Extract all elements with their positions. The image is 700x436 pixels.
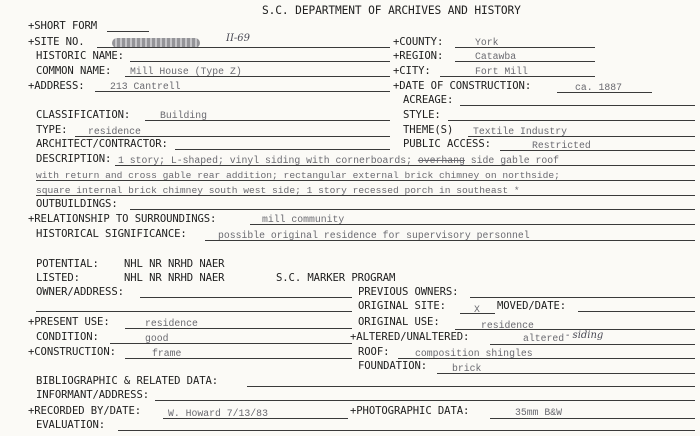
- historical-significance-value: possible original residence for supervisory personnel: [218, 230, 530, 241]
- acreage-line: [460, 105, 695, 106]
- common-name-value: Mill House (Type Z): [130, 66, 242, 77]
- previous-owners-line: [470, 297, 695, 298]
- bibliographic-label: BIBLIOGRAPHIC & RELATED DATA:: [36, 375, 219, 387]
- potential-codes: NHL NR NRHD NAER: [124, 258, 225, 270]
- historical-significance-label: HISTORICAL SIGNIFICANCE:: [36, 228, 187, 240]
- informant-address-line: [155, 400, 695, 401]
- foundation-label: FOUNDATION:: [358, 360, 428, 372]
- style-line: [448, 120, 695, 121]
- recorded-by-date-line: [163, 418, 348, 419]
- owner-address-line: [140, 297, 352, 298]
- previous-owners-label: PREVIOUS OWNERS:: [358, 286, 459, 298]
- short-form-line: [107, 31, 149, 32]
- type-value: residence: [88, 126, 141, 137]
- roof-label: ROOF:: [358, 346, 390, 358]
- listed-label: LISTED:: [36, 272, 80, 284]
- city-value: Fort Mill: [475, 66, 528, 77]
- style-label: STYLE:: [403, 109, 441, 121]
- original-site-label: ORIGINAL SITE:: [358, 300, 446, 312]
- date-of-construction-line: [557, 92, 652, 93]
- form-header: S.C. DEPARTMENT OF ARCHIVES AND HISTORY: [262, 4, 521, 17]
- county-label: +COUNTY:: [393, 36, 444, 48]
- site-no-label: +SITE NO.: [28, 36, 85, 48]
- foundation-line: [437, 373, 695, 374]
- address-line: [95, 91, 390, 92]
- description-line-1-a: 1 story; L-shaped; vinyl siding with cornerboards;: [118, 155, 412, 166]
- description-line-2: with return and cross gable rear addition; rectangular external brick chimney on northside;: [36, 170, 560, 181]
- public-access-value: Restricted: [532, 140, 591, 151]
- evaluation-line: [118, 430, 695, 431]
- altered-unaltered-label: +ALTERED/UNALTERED:: [350, 331, 470, 343]
- original-use-label: ORIGINAL USE:: [358, 316, 440, 328]
- city-line: [440, 76, 595, 77]
- type-line: [75, 136, 390, 137]
- present-use-label: +PRESENT USE:: [28, 316, 110, 328]
- informant-address-label: INFORMANT/ADDRESS:: [36, 389, 150, 401]
- description-line-2-rule: [36, 180, 695, 181]
- moved-date-label: MOVED/DATE:: [497, 300, 567, 312]
- original-use-value: residence: [481, 320, 534, 331]
- photographic-data-label: +PHOTOGRAPHIC DATA:: [350, 405, 470, 417]
- roof-value: composition shingles: [415, 348, 533, 359]
- address-value: 213 Cantrell: [110, 81, 181, 92]
- construction-value: frame: [152, 348, 182, 359]
- recorded-by-date-value: W. Howard 7/13/83: [168, 408, 268, 419]
- themes-line: [468, 136, 695, 137]
- type-label: TYPE:: [36, 124, 68, 136]
- condition-value: good: [145, 333, 169, 344]
- classification-label: CLASSIFICATION:: [36, 109, 131, 121]
- moved-date-line: [578, 311, 695, 312]
- public-access-label: PUBLIC ACCESS:: [403, 138, 491, 150]
- original-site-line: [460, 313, 495, 314]
- original-site-value: X: [474, 304, 480, 315]
- sc-marker-program-label: S.C. MARKER PROGRAM: [276, 272, 396, 284]
- classification-value: Building: [160, 110, 208, 121]
- foundation-value: brick: [452, 363, 482, 374]
- condition-line: [110, 343, 352, 344]
- potential-label: POTENTIAL:: [36, 258, 99, 270]
- condition-label: CONDITION:: [36, 331, 99, 343]
- photographic-data-line: [490, 418, 695, 419]
- classification-line: [145, 120, 390, 121]
- description-line-3: square internal brick chimney south west side; 1 story recessed porch in southeast *: [36, 185, 520, 196]
- photographic-data-value: 35mm B&W: [515, 407, 563, 418]
- description-struck-word: overhang: [417, 155, 465, 166]
- architect-line: [175, 149, 390, 150]
- themes-label: THEME(S): [403, 124, 454, 136]
- description-line-1-rule: [115, 165, 695, 166]
- public-access-line: [500, 150, 695, 151]
- roof-line: [398, 358, 695, 359]
- site-no-handwritten: II-69: [226, 33, 251, 44]
- region-value: Catawba: [475, 51, 517, 62]
- present-use-value: residence: [145, 318, 198, 329]
- description-line-3-rule: [36, 195, 695, 196]
- outbuildings-line: [130, 209, 695, 210]
- address-label: +ADDRESS:: [28, 80, 85, 92]
- region-label: +REGION:: [393, 50, 444, 62]
- listed-codes: NHL NR NRHD NAER: [124, 272, 225, 284]
- relationship-value: mill community: [262, 214, 345, 225]
- construction-label: +CONSTRUCTION:: [28, 346, 116, 358]
- county-line: [455, 47, 595, 48]
- altered-handwritten: - siding: [566, 330, 604, 341]
- altered-line: [490, 344, 695, 345]
- present-use-line: [125, 328, 352, 329]
- construction-line: [125, 358, 352, 359]
- evaluation-label: EVALUATION:: [36, 419, 106, 431]
- date-of-construction-label: +DATE OF CONSTRUCTION:: [393, 80, 532, 92]
- date-of-construction-value: ca. 1887: [575, 82, 623, 93]
- historic-name-line: [130, 61, 390, 62]
- relationship-label: +RELATIONSHIP TO SURROUNDINGS:: [28, 213, 217, 225]
- common-name-line: [125, 76, 390, 77]
- description-label: DESCRIPTION:: [36, 153, 112, 165]
- short-form-label: +SHORT FORM: [28, 20, 98, 32]
- common-name-label: COMMON NAME:: [36, 65, 112, 77]
- historical-significance-line: [205, 240, 695, 241]
- acreage-label: ACREAGE:: [403, 94, 454, 106]
- owner-address-line-2: [36, 311, 352, 312]
- city-label: +CITY:: [393, 65, 431, 77]
- owner-address-label: OWNER/ADDRESS:: [36, 286, 124, 298]
- description-line-1-b: side gable roof: [470, 155, 559, 166]
- relationship-line: [250, 224, 695, 225]
- bibliographic-line: [247, 386, 695, 387]
- county-value: York: [475, 37, 499, 48]
- outbuildings-label: OUTBUILDINGS:: [36, 198, 118, 210]
- site-no-line: [97, 47, 390, 48]
- themes-value: Textile Industry: [473, 126, 568, 137]
- historic-name-label: HISTORIC NAME:: [36, 50, 124, 62]
- altered-value: altered: [523, 333, 565, 344]
- region-line: [455, 61, 595, 62]
- recorded-by-date-label: +RECORDED BY/DATE:: [28, 405, 142, 417]
- architect-label: ARCHITECT/CONTRACTOR:: [36, 138, 168, 150]
